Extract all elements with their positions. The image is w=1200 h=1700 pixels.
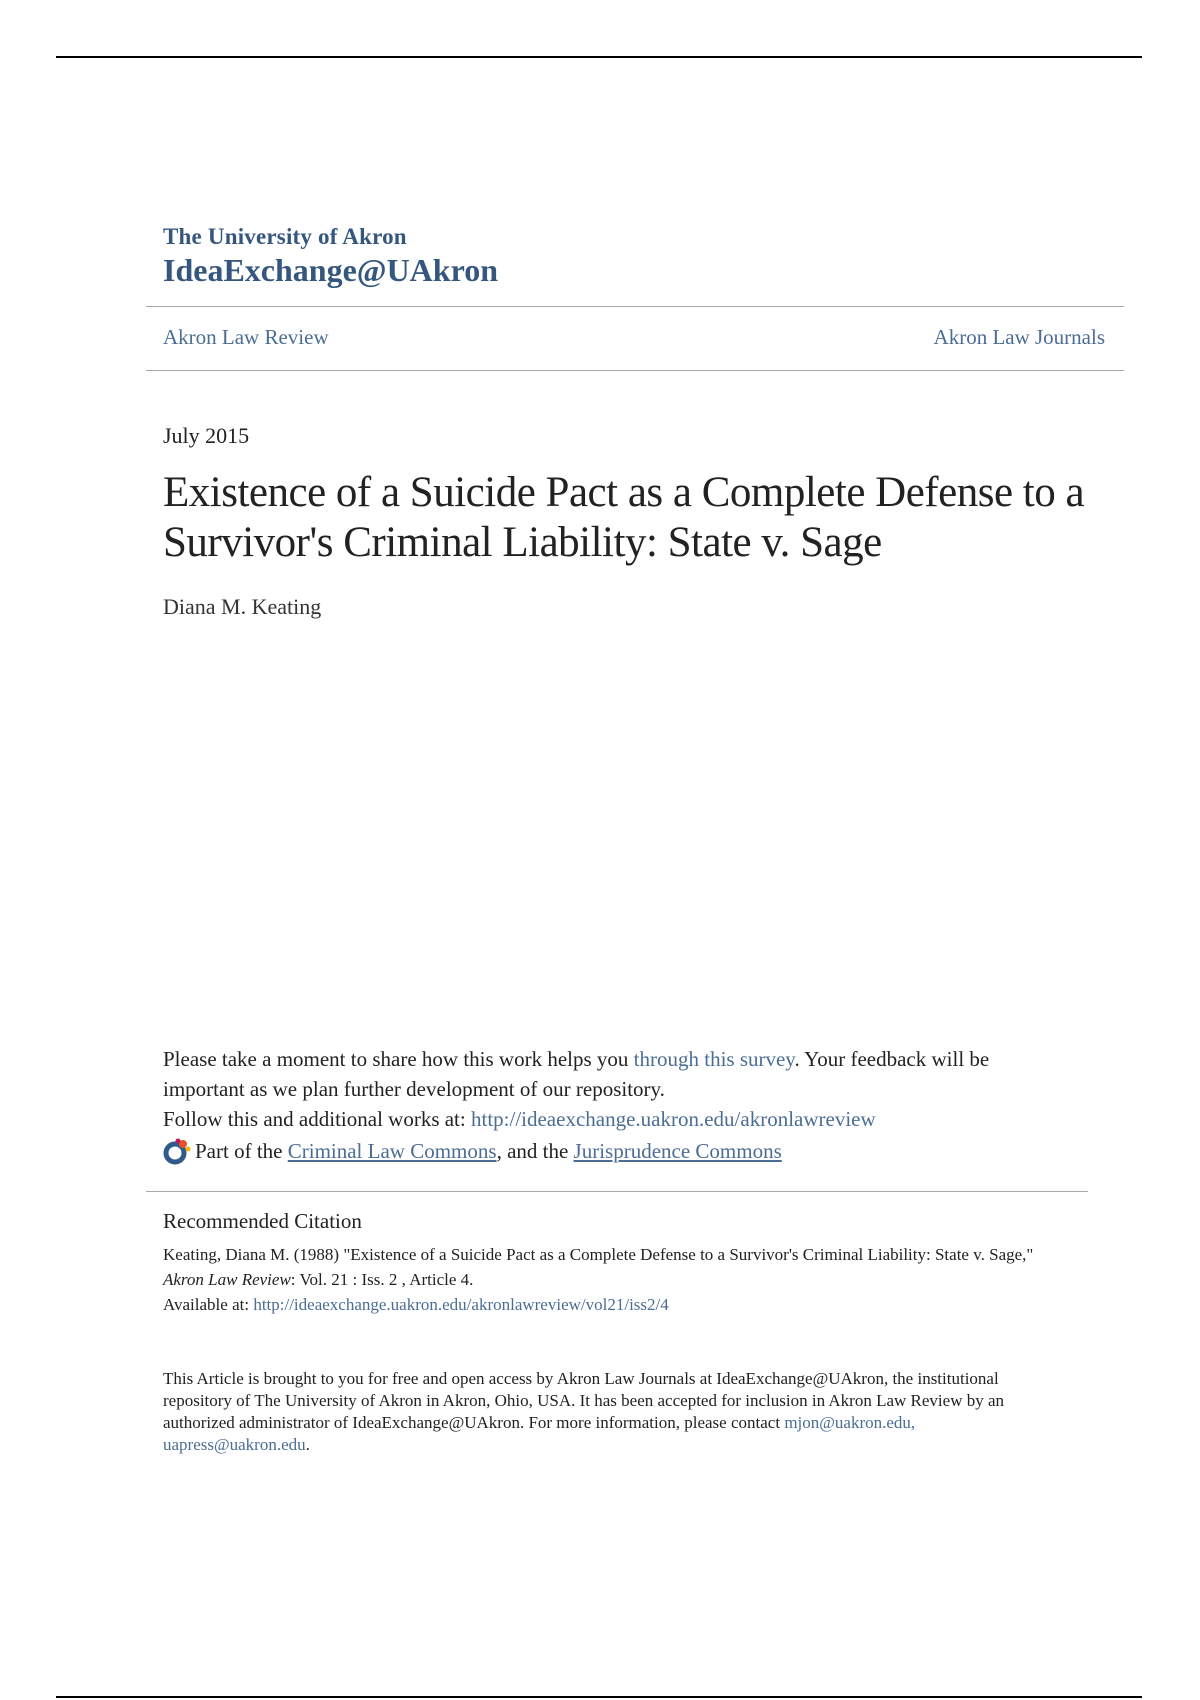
header-divider-top bbox=[146, 306, 1124, 307]
footer-end: . bbox=[305, 1435, 310, 1454]
university-name: The University of Akron bbox=[163, 224, 407, 249]
follow-url-link[interactable]: http://ideaexchange.uakron.edu/akronlawreview bbox=[470, 1107, 876, 1131]
bottom-page-rule bbox=[56, 1696, 1142, 1698]
survey-text-after: . Your feedback will be important as we plan further development of our repository. bbox=[163, 1047, 990, 1101]
header-divider-bottom bbox=[146, 370, 1124, 371]
survey-text-before: Please take a moment to share how this work helps you bbox=[163, 1047, 634, 1071]
article-title: Existence of a Suicide Pact as a Complete Defense to a Survivor's Criminal Liability: State v. Sage bbox=[163, 469, 1085, 566]
digital-commons-network-icon bbox=[163, 1137, 191, 1165]
repository-name: IdeaExchange@UAkron bbox=[163, 252, 498, 288]
criminal-law-commons-link[interactable]: Criminal Law Commons bbox=[287, 1138, 497, 1163]
citation-volume: : Vol. 21 : Iss. 2 , Article 4. bbox=[290, 1270, 474, 1289]
jurisprudence-commons-link[interactable]: Jurisprudence Commons bbox=[573, 1138, 782, 1163]
top-page-rule bbox=[56, 56, 1142, 58]
survey-link[interactable]: through this survey bbox=[633, 1047, 795, 1071]
part-of-prefix: Part of the bbox=[195, 1138, 283, 1163]
available-label: Available at: bbox=[163, 1295, 254, 1314]
article-author: Diana M. Keating bbox=[163, 594, 322, 619]
survey-notice bbox=[163, 1044, 1063, 1134]
publication-date: July 2015 bbox=[163, 423, 250, 448]
part-of-commons bbox=[163, 1137, 782, 1165]
akron-law-review-link[interactable]: Akron Law Review bbox=[163, 325, 329, 349]
recommended-citation-heading: Recommended Citation bbox=[163, 1209, 362, 1233]
follow-label: Follow this and additional works at: bbox=[163, 1107, 471, 1131]
citation-journal: Akron Law Review bbox=[163, 1270, 291, 1289]
part-of-middle: , and the bbox=[496, 1138, 569, 1163]
citation-main: Keating, Diana M. (1988) "Existence of a Suicide Pact as a Complete Defense to a Survivor's Criminal Liability: State v. Sage," bbox=[163, 1245, 1034, 1264]
akron-law-journals-link[interactable]: Akron Law Journals bbox=[933, 325, 1105, 349]
available-url-link[interactable]: http://ideaexchange.uakron.edu/akronlawreview/vol21/iss2/4 bbox=[253, 1295, 669, 1314]
citation-divider bbox=[146, 1191, 1088, 1192]
open-access-notice bbox=[163, 1368, 1043, 1456]
recommended-citation-text bbox=[163, 1242, 1063, 1317]
contact-email-link[interactable]: mjon@uakron.edu, uapress@uakron.edu bbox=[163, 1413, 916, 1454]
footer-text: This Article is brought to you for free and open access by Akron Law Journals at IdeaExchange@UAkron, the institutional repository of The University of Akron in Akron, Ohio, USA. It has been accepted for inclusion in Akron Law Review by an authorized administrator of IdeaExchange@UAkron. For more information, please contact bbox=[163, 1369, 1005, 1432]
